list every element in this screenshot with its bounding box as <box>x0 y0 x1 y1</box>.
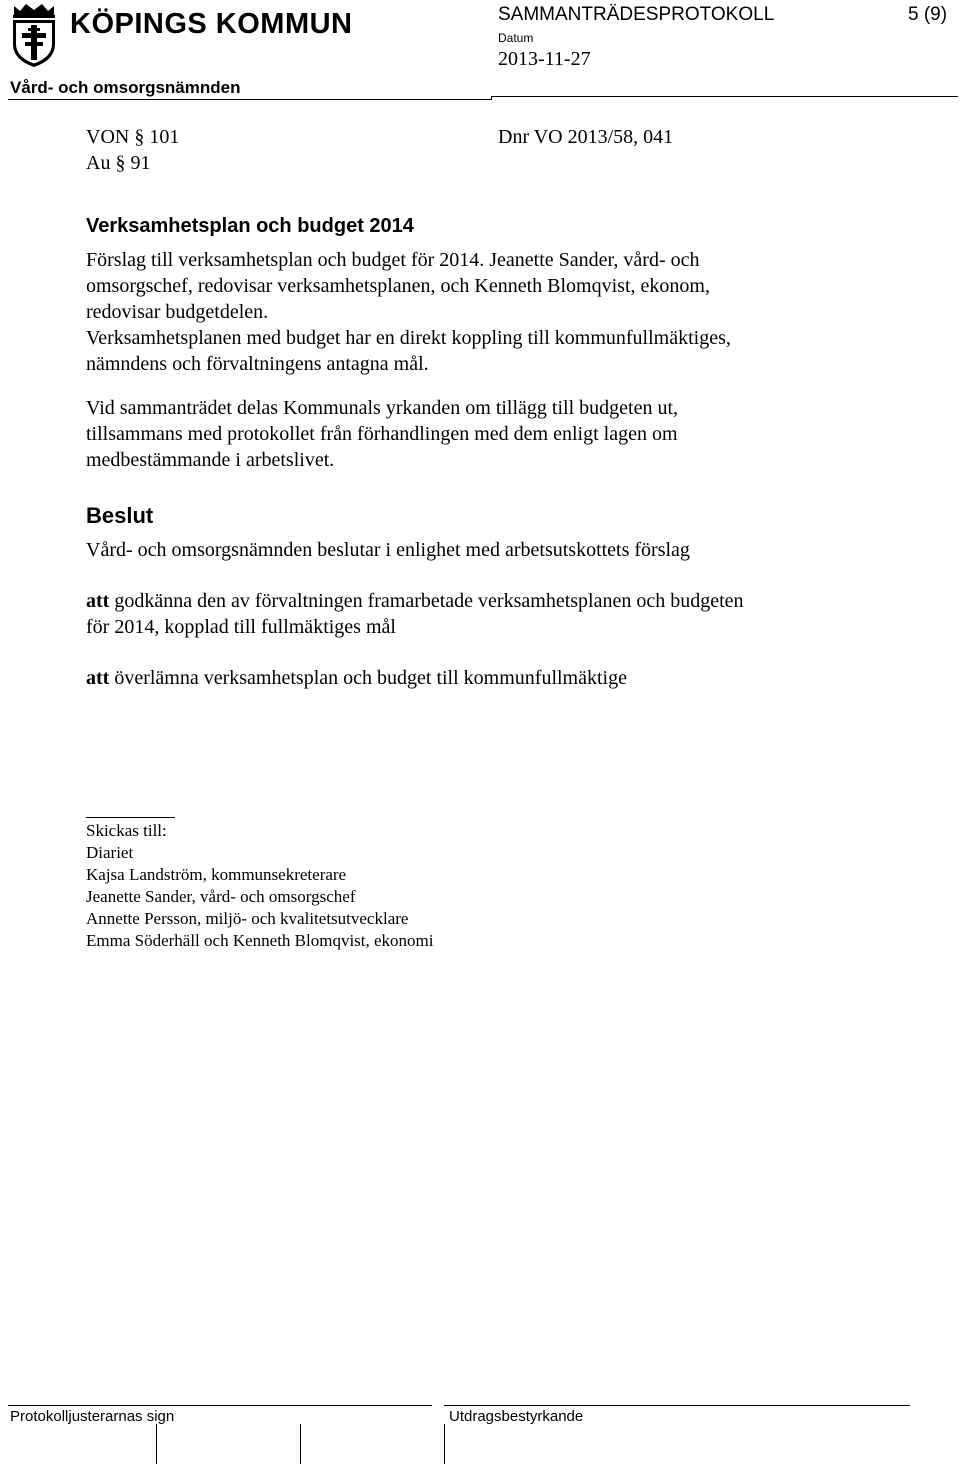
distribution-item: Annette Persson, miljö- och kvalitetsutvecklare <box>86 909 409 928</box>
coat-of-arms-logo <box>8 2 60 68</box>
att-clause-forward <box>86 665 627 691</box>
paragraph-line: nämndens och förvaltningens antagna mål. <box>86 353 429 375</box>
paragraph-background <box>86 247 731 377</box>
distribution-title: Skickas till: <box>86 821 167 840</box>
decision-heading: Beslut <box>86 503 154 528</box>
page-number: 5 (9) <box>908 4 948 25</box>
att-line: för 2014, kopplad till fullmäktiges mål <box>86 616 396 638</box>
att-text: godkänna den av förvaltningen framarbetade verksamhetsplanen och budgeten <box>109 590 744 612</box>
au-paragraph-ref: Au § 91 <box>86 152 151 174</box>
meeting-date: 2013-11-27 <box>498 48 591 70</box>
footer-rule-left <box>8 1405 432 1406</box>
paragraph-kommunal <box>86 395 678 473</box>
date-label: Datum <box>498 31 534 45</box>
att-keyword: att <box>86 667 110 689</box>
distribution-item: Diariet <box>86 843 134 862</box>
distribution-rule <box>86 817 175 818</box>
paragraph-line: redovisar budgetdelen. <box>86 301 269 323</box>
distribution-item: Jeanette Sander, vård- och omsorgschef <box>86 887 356 906</box>
att-text: överlämna verksamhetsplan och budget till kommunfullmäktige <box>109 667 627 689</box>
municipality-name: KÖPINGS KOMMUN <box>70 8 353 40</box>
distribution-list <box>86 842 434 952</box>
distribution-item: Emma Söderhäll och Kenneth Blomqvist, ekonomi <box>86 931 434 950</box>
committee-name: Vård- och omsorgsnämnden <box>10 78 241 97</box>
att-keyword: att <box>86 590 110 612</box>
von-paragraph-ref: VON § 101 <box>86 126 180 148</box>
signature-box-divider <box>156 1424 157 1464</box>
signature-box-divider <box>444 1424 445 1464</box>
paragraph-line: Förslag till verksamhetsplan och budget för 2014. Jeanette Sander, vård- och <box>86 249 700 271</box>
att-line <box>86 588 744 614</box>
header-rule-left <box>8 99 492 100</box>
footer-rule-right <box>444 1405 910 1406</box>
paragraph-line: tillsammans med protokollet från förhandlingen med dem enligt lagen om <box>86 423 678 445</box>
extract-certification-label: Utdragsbestyrkande <box>449 1408 584 1425</box>
signature-box-divider <box>300 1424 301 1464</box>
signature-label: Protokolljusterarnas sign <box>10 1408 175 1425</box>
att-clause-approve <box>86 588 744 640</box>
document-type: SAMMANTRÄDESPROTOKOLL <box>498 4 775 25</box>
paragraph-line: medbestämmande i arbetslivet. <box>86 449 335 471</box>
paragraph-line: omsorgschef, redovisar verksamhetsplanen, och Kenneth Blomqvist, ekonom, <box>86 275 710 297</box>
header-rule-right <box>492 96 958 97</box>
paragraph-line: Verksamhetsplanen med budget har en direkt koppling till kommunfullmäktiges, <box>86 327 731 349</box>
diary-number: Dnr VO 2013/58, 041 <box>498 126 674 148</box>
paragraph-line: Vid sammanträdet delas Kommunals yrkanden om tillägg till budgeten ut, <box>86 397 679 419</box>
section-heading: Verksamhetsplan och budget 2014 <box>86 215 414 237</box>
distribution-item: Kajsa Landström, kommunsekreterare <box>86 865 347 884</box>
decision-intro: Vård- och omsorgsnämnden beslutar i enlighet med arbetsutskottets förslag <box>86 539 690 561</box>
